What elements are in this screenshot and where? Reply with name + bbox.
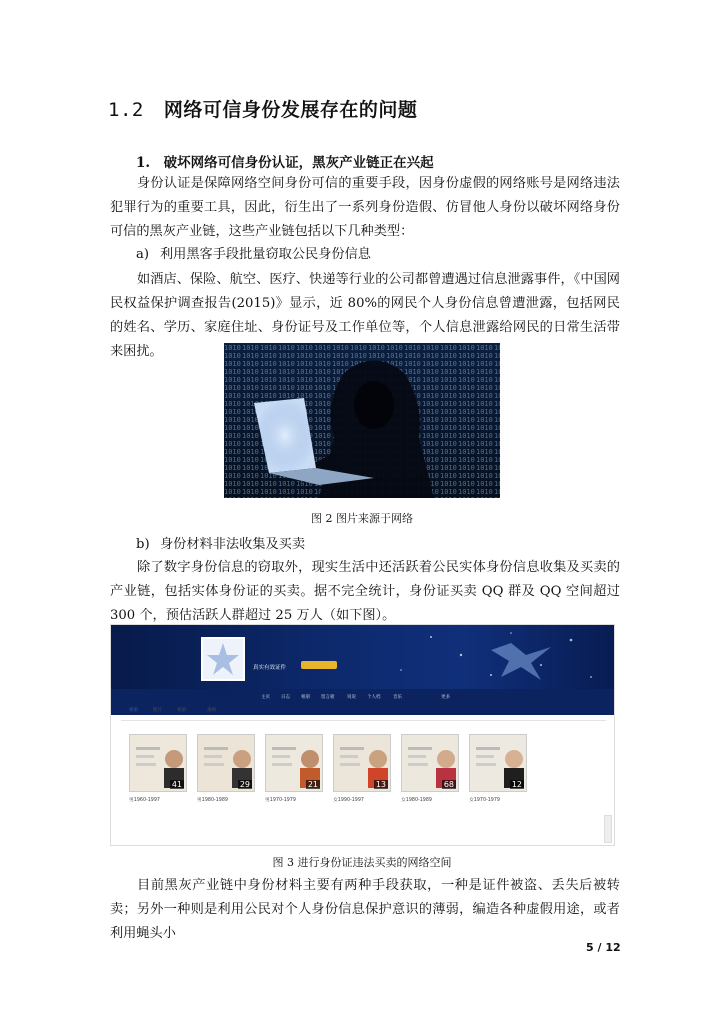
- photo-count: 12: [511, 780, 522, 789]
- nav-item[interactable]: 音乐: [393, 695, 402, 700]
- vip-badge: [301, 661, 337, 669]
- photo-count: 21: [307, 780, 318, 789]
- paragraph-3: 除了数字身份信息的窃取外，现实生活中还活跃着公民实体身份信息收集及买卖的产业链，包括实体身份证的买卖。据不完全统计，身份证买卖 QQ 群及 QQ 空间超过 300 个，预估活跃人群超过 25 万人（如下图）。: [110, 560, 620, 623]
- profile-banner: [111, 625, 615, 689]
- qq-space-screenshot: [110, 624, 615, 846]
- section-heading: [108, 95, 417, 122]
- album-card[interactable]: [129, 734, 187, 792]
- list-marker: b): [136, 537, 150, 552]
- photo-count: 68: [443, 780, 454, 789]
- profile-nav: [111, 689, 615, 715]
- list-text: 利用黑客手段批量窃取公民身份信息: [160, 247, 371, 262]
- figure-2-caption: 图 2 图片来源于网络: [311, 512, 413, 525]
- section-number: 1.2: [108, 99, 144, 121]
- album-card[interactable]: [401, 734, 459, 792]
- nav-item[interactable]: 留言板: [321, 695, 335, 700]
- paragraph-1: 身份认证是保障网络空间身份可信的重要手段，因身份虚假的网络账号是网络违法犯罪行为的重要工具，因此，衍生出了一系列身份造假、仿冒他人身份以破坏网络身份可信的黑灰产业链，这些产业链包括以下几种类型：: [110, 176, 620, 239]
- nav-item[interactable]: 个人档: [367, 695, 381, 700]
- album-caption: 男1970-1979: [265, 798, 296, 803]
- nav-item[interactable]: 更多: [441, 695, 450, 700]
- photo-count: 13: [375, 780, 386, 789]
- nav-item[interactable]: 相册: [301, 695, 310, 700]
- album-card[interactable]: [197, 734, 255, 792]
- album-caption: 女1990-1997: [333, 798, 364, 803]
- album-caption: 男1980-1989: [197, 798, 228, 803]
- album-caption: 女1980-1989: [401, 798, 432, 803]
- nav-item[interactable]: 主页: [261, 695, 270, 700]
- photo-count: 41: [171, 780, 182, 789]
- list-item-a: [136, 243, 371, 262]
- album-card[interactable]: [469, 734, 527, 792]
- nav-item[interactable]: 日志: [281, 695, 290, 700]
- profile-name: 真实有效证件: [253, 665, 287, 671]
- hacker-image: [224, 343, 500, 498]
- paragraph-2: 如酒店、保险、航空、医疗、快递等行业的公司都曾遭遇过信息泄露事件，《中国网民权益保护调查报告(2015)》显示，近 80%的网民个人身份信息曾遭泄露，包括网民的姓名、学历、家庭住址、身份证号及工作单位等，个人信息泄露给网民的日常生活带来困扰。: [110, 272, 620, 359]
- tab-albums[interactable]: 相册: [129, 708, 138, 713]
- list-marker: a): [136, 247, 150, 262]
- album-caption: 女1970-1979: [469, 798, 500, 803]
- avatar: [201, 637, 245, 681]
- list-text: 身份材料非法收集及买卖: [160, 537, 306, 552]
- album-card[interactable]: [333, 734, 391, 792]
- scrollbar[interactable]: [604, 815, 612, 843]
- nav-item[interactable]: 说说: [347, 695, 356, 700]
- subheading: 1. 破坏网络可信身份认证，黑灰产业链正在兴起: [136, 155, 434, 171]
- tab-photos[interactable]: 照片: [153, 708, 162, 713]
- paragraph-4: 目前黑灰产业链中身份材料主要有两种手段获取，一种是证件被盗、丢失后被转卖；另外一种则是利用公民对个人身份信息保护意识的薄弱，编造各种虚假用途，或者利用蝇头小: [110, 878, 620, 941]
- list-item-b: [136, 533, 305, 552]
- album-card[interactable]: [265, 734, 323, 792]
- album-caption: 男1960-1997: [129, 798, 160, 803]
- figure-3-caption: 图 3 进行身份证违法买卖的网络空间: [272, 856, 452, 869]
- page-number: 5 / 12: [586, 941, 621, 954]
- tabs-divider: [121, 720, 606, 721]
- tab-albums-2[interactable]: 相册: [177, 708, 186, 713]
- photo-count: 29: [239, 780, 250, 789]
- section-title: 网络可信身份发展存在的问题: [163, 99, 418, 121]
- tab-videos[interactable]: 视频: [207, 708, 216, 713]
